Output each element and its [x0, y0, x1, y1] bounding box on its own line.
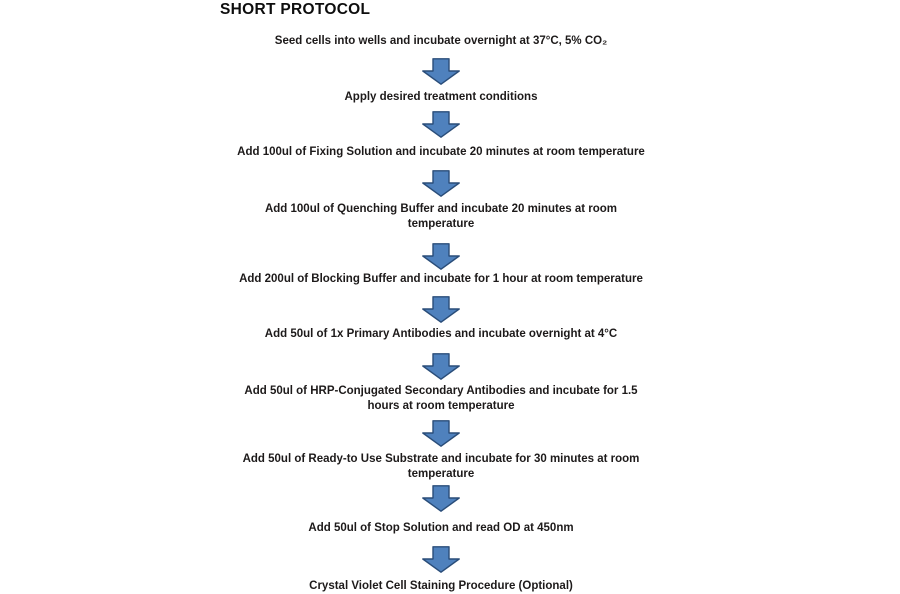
down-arrow-icon	[141, 111, 741, 138]
flow-step-3	[141, 145, 741, 160]
down-arrow-icon	[141, 58, 741, 85]
step-line: temperature	[407, 468, 475, 480]
down-arrow-icon	[141, 353, 741, 380]
step-line: hours at room temperature	[367, 400, 515, 412]
step-line: Add 100ul of Quenching Buffer and incubate 20 minutes at room	[264, 203, 618, 215]
down-arrow-icon	[141, 170, 741, 197]
step-line: Seed cells into wells and incubate overnight at 37°C, 5% CO₂	[274, 35, 608, 47]
step-line: temperature	[407, 218, 475, 230]
flow-column	[141, 0, 741, 594]
step-line: Crystal Violet Cell Staining Procedure (Optional)	[309, 580, 573, 592]
step-line: Apply desired treatment conditions	[344, 91, 538, 103]
flow-step-2	[141, 90, 741, 105]
down-arrow-icon	[141, 485, 741, 512]
flow-step-6	[141, 327, 741, 342]
step-line: Add 50ul of HRP-Conjugated Secondary Antibodies and incubate for 1.5	[244, 385, 638, 397]
flow-step-9	[141, 521, 741, 536]
flow-step-5	[141, 272, 741, 287]
flow-step-4	[141, 202, 741, 232]
step-line: Add 50ul of Ready-to Use Substrate and incubate for 30 minutes at room	[242, 453, 640, 465]
down-arrow-icon	[141, 546, 741, 573]
step-line: Add 50ul of 1x Primary Antibodies and incubate overnight at 4°C	[264, 328, 618, 340]
flow-step-1	[141, 34, 741, 49]
down-arrow-icon	[141, 243, 741, 270]
page-title: SHORT PROTOCOL	[220, 1, 371, 18]
flow-step-8	[141, 452, 741, 482]
step-line: Add 100ul of Fixing Solution and incubate 20 minutes at room temperature	[237, 146, 645, 158]
step-line: Add 200ul of Blocking Buffer and incubate for 1 hour at room temperature	[239, 273, 643, 285]
step-line: Add 50ul of Stop Solution and read OD at 450nm	[308, 522, 574, 534]
flow-step-7	[141, 384, 741, 414]
flow-step-10	[141, 579, 741, 594]
down-arrow-icon	[141, 296, 741, 323]
down-arrow-icon	[141, 420, 741, 447]
